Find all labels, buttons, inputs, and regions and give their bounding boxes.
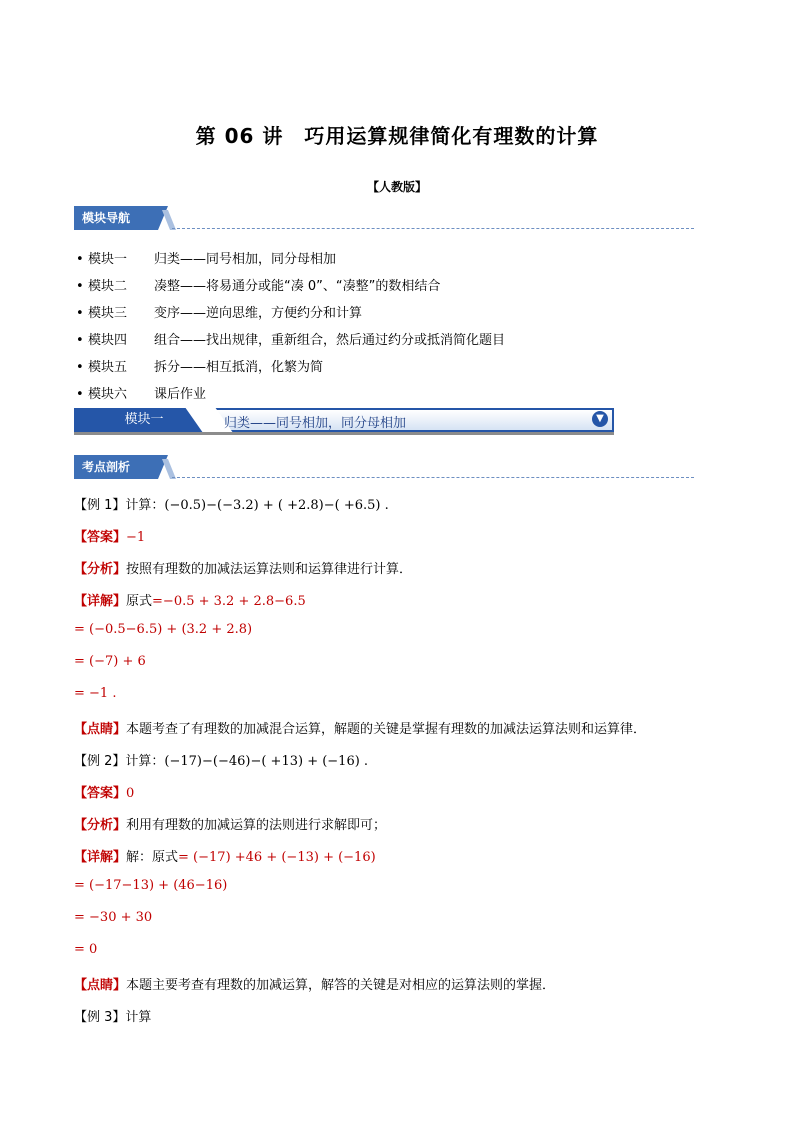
module-banner-label: 模块一: [74, 408, 214, 432]
example2-analysis: 【分析】利用有理数的加减运算的法则进行求解即可；: [74, 818, 387, 833]
example2-detail-line: = −30 + 30: [74, 910, 153, 925]
module-banner: [74, 408, 614, 434]
nav-item-text: 凑整——将易通分或能“凑 0”、“凑整”的数相结合: [154, 279, 441, 294]
example1-comment: 【点睛】本题考查了有理数的加减混合运算，解题的关键是掌握有理数的加减法运算法则和运算律．: [74, 722, 647, 737]
nav-item-module: 模块一: [88, 252, 128, 267]
nav-item-module: 模块四: [88, 333, 128, 348]
example1-detail-line: = −1 .: [74, 686, 117, 701]
example1-question: 【例 1】计算：(−0.5)−(−3.2) + ( +2.8)−( +6.5) .: [74, 498, 389, 513]
nav-item: • 模块五 拆分——相互抵消，化繁为简: [76, 356, 505, 383]
dashed-divider: [172, 477, 694, 478]
nav-item: • 模块二 凑整——将易通分或能“凑 0”、“凑整”的数相结合: [76, 275, 505, 302]
example3-question: 【例 3】计算: [74, 1010, 152, 1025]
nav-item: • 模块四 组合——找出规律，重新组合，然后通过约分或抵消简化题目: [76, 329, 505, 356]
nav-item-text: 拆分——相互抵消，化繁为简: [154, 360, 324, 375]
example2-detail: 【详解】解：原式= (−17) +46 + (−13) + (−16): [74, 850, 376, 865]
edition-label: 【人教版】: [366, 180, 427, 194]
example2-comment: 【点睛】本题主要考查有理数的加减运算，解答的关键是对相应的运算法则的掌握．: [74, 978, 556, 993]
example1-analysis: 【分析】按照有理数的加减法运算法则和运算律进行计算．: [74, 562, 413, 577]
nav-section-header: [74, 206, 694, 232]
nav-item-text: 变序——逆向思维，方便约分和计算: [154, 306, 363, 321]
chevron-down-icon[interactable]: ▼: [592, 411, 608, 427]
example1-detail-line: = (−0.5−6.5) + (3.2 + 2.8): [74, 622, 253, 637]
nav-section-title: 模块导航: [74, 206, 158, 230]
nav-item-text: 组合——找出规律，重新组合，然后通过约分或抵消简化题目: [154, 333, 506, 348]
nav-item: • 模块三 变序——逆向思维，方便约分和计算: [76, 302, 505, 329]
example2-detail-line: = 0: [74, 942, 98, 957]
module-nav-list: [76, 248, 505, 410]
example1-detail: 【详解】原式=−0.5 + 3.2 + 2.8−6.5: [74, 594, 306, 609]
page-title: 第 06 讲 巧用运算规律简化有理数的计算: [195, 124, 599, 148]
example2-answer: 【答案】0: [74, 786, 135, 801]
nav-item-module: 模块五: [88, 360, 128, 375]
nav-item-text: 归类——同号相加，同分母相加: [154, 252, 337, 267]
nav-item: • 模块六 课后作业: [76, 383, 505, 410]
banner-shadow: [74, 432, 614, 435]
nav-item-module: 模块二: [88, 279, 128, 294]
nav-item-text: 课后作业: [154, 387, 207, 402]
nav-item-module: 模块六: [88, 387, 128, 402]
nav-item: • 模块一 归类——同号相加，同分母相加: [76, 248, 505, 275]
analysis-section-title: 考点剖析: [74, 455, 158, 479]
example1-detail-line: = (−7) + 6: [74, 654, 146, 669]
analysis-section-header: [74, 455, 694, 481]
example1-answer: 【答案】−1: [74, 530, 146, 545]
module-banner-title: 归类——同号相加，同分母相加: [224, 416, 407, 431]
nav-item-module: 模块三: [88, 306, 128, 321]
example2-question: 【例 2】计算：(−17)−(−46)−( +13) + (−16) .: [74, 754, 369, 769]
dashed-divider: [172, 228, 694, 229]
example2-detail-line: = (−17−13) + (46−16): [74, 878, 228, 893]
